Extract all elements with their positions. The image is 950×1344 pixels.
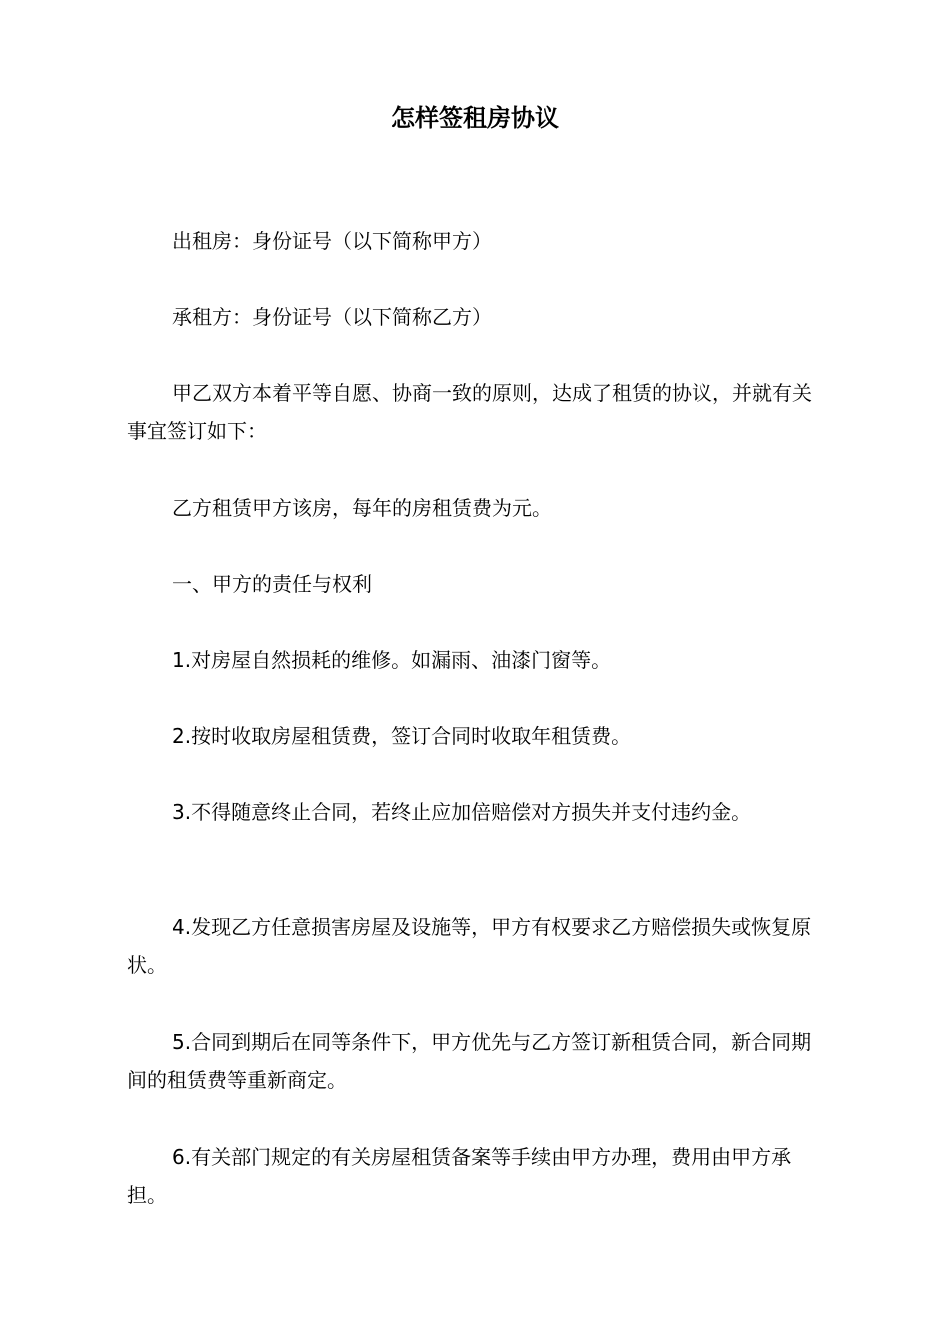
clause-1: 1.对房屋自然损耗的维修。如漏雨、油漆门窗等。 <box>172 648 612 672</box>
paragraph-preamble: 甲乙双方本着平等自愿、协商一致的原则，达成了租赁的协议，并就有关事宜签订如下： <box>127 381 812 443</box>
clause-2: 2.按时收取房屋租赁费，签订合同时收取年租赁费。 <box>172 724 632 748</box>
paragraph-lessee: 承租方：身份证号（以下简称乙方） <box>172 305 492 329</box>
document-title: 怎样签租房协议 <box>391 104 559 132</box>
section-heading-party-a: 一、甲方的责任与权利 <box>172 572 372 596</box>
clause-4: 4.发现乙方任意损害房屋及设施等，甲方有权要求乙方赔偿损失或恢复原状。 <box>127 915 812 977</box>
paragraph-rent: 乙方租赁甲方该房，每年的房租赁费为元。 <box>172 496 552 520</box>
clause-5: 5.合同到期后在同等条件下，甲方优先与乙方签订新租赁合同，新合同期间的租赁费等重新商定。 <box>127 1030 812 1092</box>
clause-6: 6.有关部门规定的有关房屋租赁备案等手续由甲方办理，费用由甲方承担。 <box>127 1145 792 1207</box>
clause-3: 3.不得随意终止合同，若终止应加倍赔偿对方损失并支付违约金。 <box>172 800 752 824</box>
paragraph-lessor: 出租房：身份证号（以下简称甲方） <box>172 229 492 253</box>
